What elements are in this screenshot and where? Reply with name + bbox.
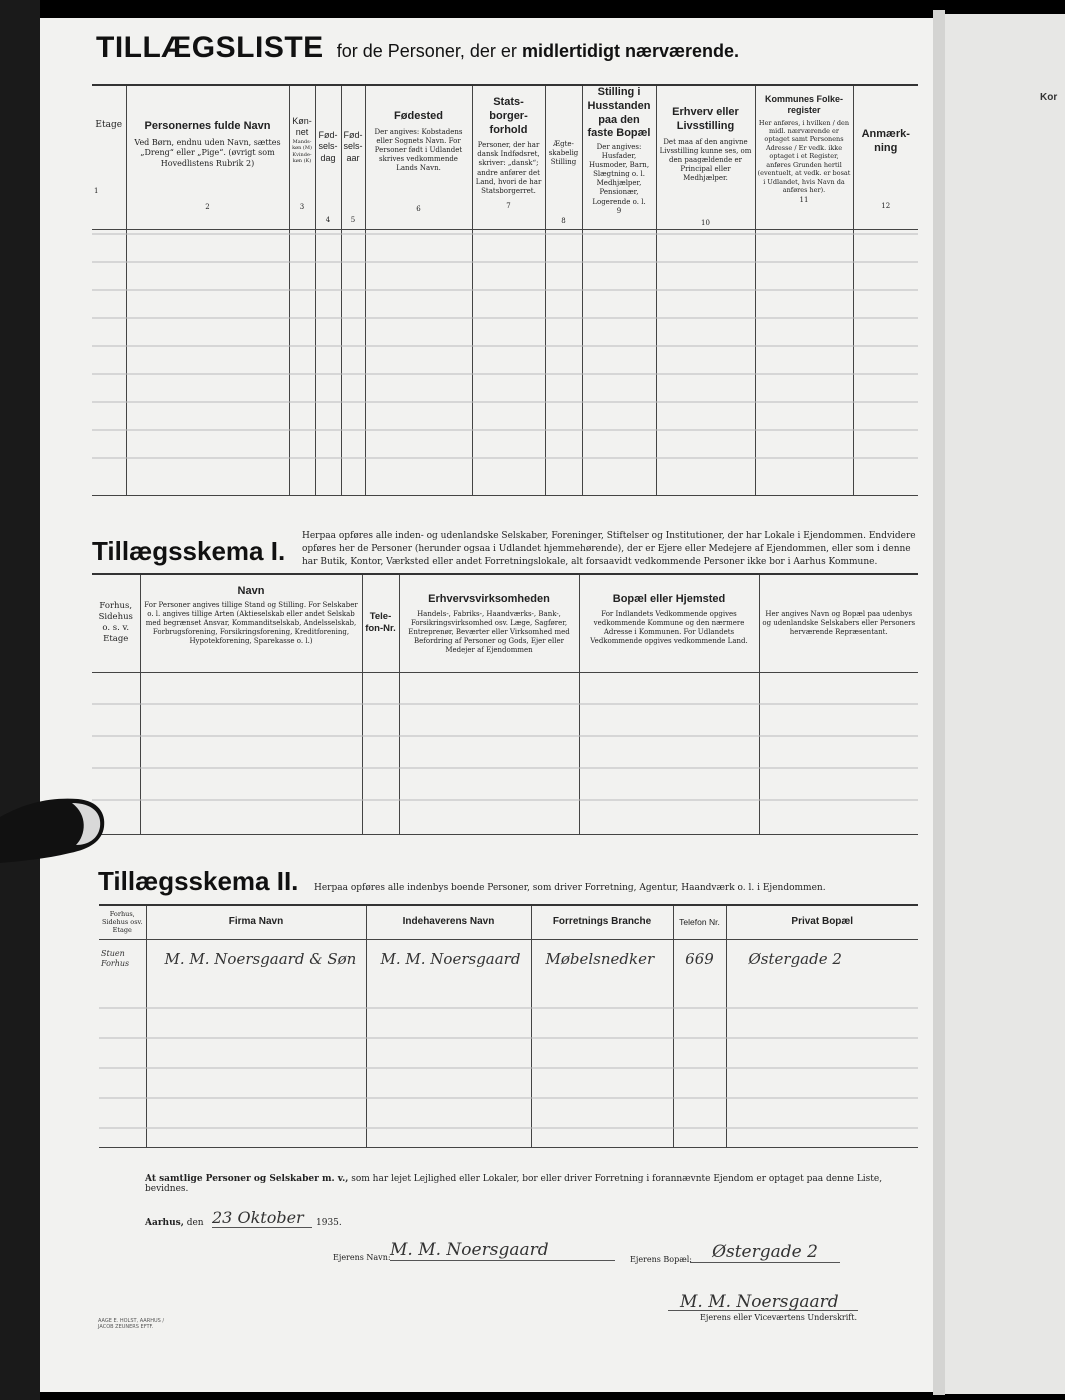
col-erhverv: Erhverv eller Livsstilling Det maa af den angivne Livsstilling kunne ses, om den paagældende er Principal eller Medhjælper. 10 (656, 85, 755, 229)
col-folkeregister: Kommunes Folke-register Her anføres, i hvilken / den midl. nærværende er optaget samt Personens Adresse / Er vedk. ikke optaget i et Register, anføres Grunden hertil (eventuelt, at vedk. er bosat i Udlandet, hvis Navn da anføres her). 11 (755, 85, 853, 229)
skema2-title: Tillægsskema II. (98, 866, 299, 896)
date-handwritten: 23 Oktober (212, 1208, 312, 1228)
skema2-description: Herpaa opføres alle indenbys boende Personer, som driver Forretning, Agentur, Haandværk o. l. i Ejendommen. (314, 883, 826, 893)
thumb-image (0, 795, 110, 870)
skema1-title: Tillægsskema I. (92, 536, 286, 566)
col-foedselsaar: Fød-sels-aar 5 (341, 85, 365, 229)
col-anmaerkning: Anmærk-ning 12 (853, 85, 918, 229)
owner-address-label: Ejerens Bopæl: (630, 1255, 693, 1264)
row-branche: Møbelsnedker (545, 950, 655, 969)
ruled-lines (92, 226, 918, 496)
skema1-ruled-lines (92, 672, 918, 834)
printer-mark: AAGE E. HOLST, AARHUS / JACOB ZEUNERS EFTF. (98, 1318, 165, 1330)
row-firma: M. M. Noersgaard & Søn (164, 950, 357, 969)
row-telefon: 669 (685, 950, 714, 969)
col-navn: Personernes fulde Navn Ved Børn, endnu uden Navn, sættes „Dreng“ eller „Pige“. (øvrigt som Hovedlistens Rubrik 2) 2 (126, 85, 289, 229)
col-foedselsdag: Fød-sels-dag 4 (315, 85, 341, 229)
signature-handwritten: M. M. Noersgaard (680, 1292, 839, 1312)
facing-page (945, 14, 1065, 1394)
row-indehaver: M. M. Noersgaard (380, 950, 521, 969)
scan-border (0, 0, 40, 1400)
tillaegsliste-title: TILLÆGSLISTE for de Personer, der er midlertidigt nærværende. (96, 31, 740, 64)
table-row (99, 939, 918, 979)
owner-name-label: Ejerens Navn: (333, 1253, 391, 1262)
col-statsborger: Stats-borger-forhold Personer, der har dansk Indfødsret, skriver: „dansk“; andre anfører det Land, hvori de har Statsborgerret. 7 (472, 85, 545, 229)
skema2-ruled-lines (99, 978, 918, 1148)
table-header-row (92, 85, 918, 229)
skema1-header-row: Forhus, Sidehus o. s. v. Etage Navn For Personer angives tillige Stand og Stilling. For Selskaber o. l. angives tillige Arten (Aktieselskab eller andet Selskab med begrænset Ansvar, Kommanditselskab, Andelsselskab, Forbrugsforening, Forsikringsforening, Kreditforening, Hypotekforening, Sparekasse o. l.) Tele-fon-Nr. Erhvervsvirksomheden Handels-, Fabriks-, Haandværks-, Bank-, Forsikringsvirksomhed osv. Læge, Sagfører, Entreprenør, Beværter eller Virksomhed med Befordring af Personer og Gods, Ejer eller Medejer af Ejendommen Bopæl eller Hjemsted For Indlandets Vedkommende opgives vedkommende Kommune og den nærmere Adresse i Kommunen. For Udlandets Vedkommende opgives vedkommende Land. Her angives Navn og Bopæl paa udenbys og udenlandske Selskabers eller Personers herværende Repræsentant. (92, 574, 918, 672)
signature-label: Ejerens eller Viceværtens Underskrift. (700, 1313, 858, 1322)
attestation-statement: At samtlige Personer og Selskaber m. v., som har lejet Lejlighed eller Lokaler, bor eller driver Forretning i forannævnte Ejendom er optaget paa denne Liste, bevidnes. (145, 1174, 883, 1194)
skema2-header-row: Forhus, Sidehus osv. Etage Firma Navn Indehaverens Navn Forretnings Branche Telefon Nr. Privat Bopæl (99, 905, 918, 939)
col-aegteskab: Ægte-skabelig Stilling 8 (545, 85, 582, 229)
signature-line (668, 1310, 858, 1311)
row-etage: Stuen Forhus (101, 948, 130, 969)
facing-page-text: Kor (1040, 92, 1058, 103)
date-line: Aarhus, den (145, 1218, 204, 1228)
row-bopael: Østergade 2 (748, 950, 842, 969)
owner-name-handwritten: M. M. Noersgaard (390, 1240, 615, 1261)
col-stilling: Stilling i Husstanden paa den faste Bopæl Der angives: Husfader, Husmoder, Barn, Slægtning o. l. Medhjælper, Pensionær, Logerende o. l. 9 (582, 85, 656, 229)
year: 1935. (316, 1218, 342, 1228)
page-edge (933, 10, 945, 1395)
col-foedested: Fødested Der angives: Kobstadens eller Sognets Navn. For Personer født i Udlandet skrives vedkommende Lands Navn. 6 (365, 85, 472, 229)
skema1-description: Herpaa opføres alle inden- og udenlandske Selskaber, Foreninger, Stiftelser og Institutioner, der har Lokale i Ejendommen. Endvidere opføres her de Personer (herunder ogsaa i Udlandet hjemmehørende), der er Ejere eller Medejere af Ejendommen, eller som i denne har Butik, Kontor, Værksted eller andet Forretningslokale, alt forsaavidt vedkommende Personer ikke bor i Aarhus Kommune. (302, 531, 916, 568)
owner-address-handwritten: Østergade 2 (690, 1242, 840, 1263)
col-koen: Køn-net Mands-køn (M) Kvinde-køn (K) 3 (289, 85, 315, 229)
col-etage: Etage 1 (94, 119, 123, 196)
